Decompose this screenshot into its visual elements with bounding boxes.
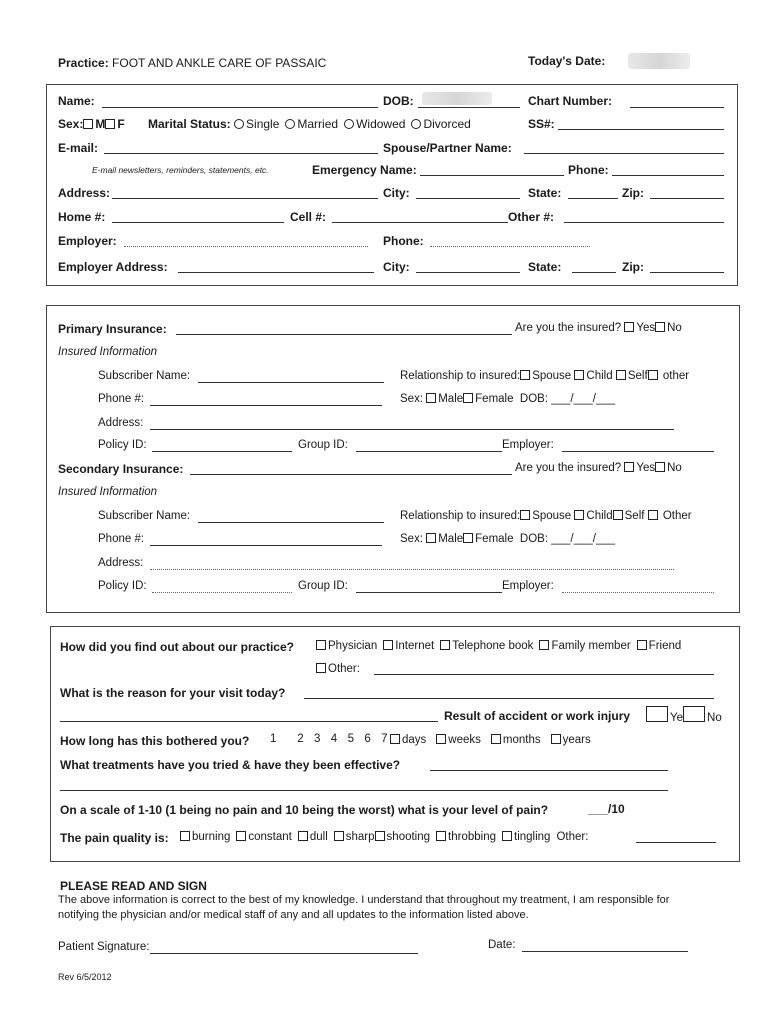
primary-dob-field[interactable]: ___/___/___ (551, 393, 616, 405)
find-telephone-book-label: Telephone book (452, 640, 534, 652)
secondary-group-label: Group ID: (298, 580, 348, 592)
spouse-label: Spouse/Partner Name: (383, 141, 512, 155)
attestation-line-2: notifying the physician and/or medical staff of any and all updates to the information listed above. (58, 909, 529, 921)
duration-months-checkbox[interactable] (491, 734, 501, 744)
secondary-subscriber-label: Subscriber Name: (98, 510, 191, 522)
home-field[interactable] (112, 222, 284, 223)
secondary-relationship-label: Relationship to insured: (400, 510, 521, 522)
secondary-female-checkbox[interactable] (463, 533, 473, 543)
employer-phone-label: Phone: (383, 234, 424, 248)
other-phone-label: Other #: (508, 210, 555, 224)
quality-dull-label: dull (309, 831, 328, 843)
secondary-insured-label: Are you the insured? (515, 462, 622, 474)
primary-phone-field[interactable] (150, 405, 382, 406)
address-label: Address: (58, 186, 111, 200)
duration-years-label: years (562, 734, 591, 746)
marital-status-label: Marital Status: (148, 117, 231, 131)
sex-m-label: M (95, 117, 106, 131)
quality-shooting-checkbox[interactable] (375, 831, 385, 841)
find-family-member-checkbox[interactable] (539, 640, 549, 650)
employer-field[interactable] (124, 246, 368, 247)
employer-label: Employer: (58, 234, 117, 248)
secondary-employer-label: Employer: (502, 580, 554, 592)
duration-weeks-label: weeks (448, 734, 481, 746)
primary-rel-other-checkbox[interactable] (648, 370, 658, 380)
secondary-male-label: Male (438, 533, 464, 545)
sex-row (58, 118, 125, 130)
signature-date-field[interactable] (522, 951, 688, 952)
duration-days-label: days (402, 734, 427, 746)
name-label: Name: (58, 94, 95, 108)
primary-insured-label: Are you the insured? (515, 322, 622, 334)
secondary-female-label: Female (475, 533, 514, 545)
primary-policy-label: Policy ID: (98, 439, 147, 451)
secondary-insured-yes-checkbox[interactable] (624, 462, 634, 472)
find-telephone-book-checkbox[interactable] (440, 640, 450, 650)
how-long-1[interactable]: 1 (270, 733, 277, 745)
employer-zip-label: Zip: (622, 260, 644, 274)
emergency-phone-field[interactable] (612, 175, 724, 176)
zip-label: Zip: (622, 186, 644, 200)
find-other-label: Other: (328, 663, 360, 675)
secondary-rel-spouse-label: Spouse (532, 510, 572, 522)
primary-rel-self-label: Self (627, 370, 648, 382)
primary-insurance-label: Primary Insurance: (58, 322, 167, 336)
reason-label: What is the reason for your visit today? (60, 686, 286, 700)
find-internet-label: Internet (395, 640, 435, 652)
find-physician-checkbox[interactable] (316, 640, 326, 650)
quality-sharp-label: sharp (345, 831, 375, 843)
other-phone-field[interactable] (564, 222, 724, 223)
revision-label: Rev 6/5/2012 (58, 972, 112, 982)
primary-female-label: Female (475, 393, 514, 405)
primary-relationship-row (400, 370, 689, 383)
redacted-date (628, 53, 690, 69)
quality-constant-label: constant (248, 831, 292, 843)
quality-burning-checkbox[interactable] (180, 831, 190, 841)
accident-no-checkbox[interactable] (683, 706, 705, 722)
primary-male-label: Male (438, 393, 464, 405)
secondary-insured-question (515, 462, 682, 475)
signature-date-label: Date: (488, 939, 516, 951)
find-friend-label: Friend (648, 640, 682, 652)
duration-days-checkbox[interactable] (390, 734, 400, 744)
address-field[interactable] (112, 198, 378, 199)
quality-tingling-checkbox[interactable] (502, 831, 512, 841)
secondary-address-field[interactable] (150, 569, 674, 570)
dob-field[interactable] (418, 107, 520, 108)
how-long-numbers (270, 734, 388, 746)
secondary-insured-info-heading: Insured Information (58, 486, 158, 498)
secondary-rel-other-checkbox[interactable] (648, 510, 658, 520)
primary-subscriber-label: Subscriber Name: (98, 370, 191, 382)
employer-address-field[interactable] (178, 272, 374, 273)
treatments-label: What treatments have you tried & have they been effective? (60, 758, 401, 772)
sex-f-checkbox[interactable] (105, 119, 115, 129)
primary-female-checkbox[interactable] (463, 393, 473, 403)
primary-employer-field[interactable] (562, 451, 714, 452)
secondary-male-checkbox[interactable] (426, 533, 436, 543)
secondary-rel-self-checkbox[interactable] (613, 510, 623, 520)
find-friend-checkbox[interactable] (637, 640, 647, 650)
primary-policy-field[interactable] (152, 451, 292, 452)
find-family-member-label: Family member (551, 640, 631, 652)
divorced-label: Divorced (423, 117, 471, 131)
pain-quality-label: The pain quality is: (60, 831, 169, 845)
marital-status-row (148, 118, 477, 130)
primary-rel-child-label: Child (586, 370, 613, 382)
state-label: State: (528, 186, 562, 200)
primary-insured-no-checkbox[interactable] (655, 322, 665, 332)
accident-label: Result of accident or work injury (444, 709, 631, 723)
secondary-rel-spouse-checkbox[interactable] (520, 510, 530, 520)
primary-insured-info-heading: Insured Information (58, 346, 158, 358)
accident-yes-checkbox[interactable] (646, 706, 668, 722)
todays-date-label: Today's Date: (528, 54, 606, 68)
quality-burning-label: burning (192, 831, 231, 843)
how-find-options (316, 640, 687, 653)
spouse-field[interactable] (524, 153, 724, 154)
duration-options (390, 734, 597, 747)
email-field[interactable] (104, 153, 378, 154)
primary-rel-child-checkbox[interactable] (574, 370, 584, 380)
city-field[interactable] (416, 198, 520, 199)
secondary-yes-label: Yes (636, 462, 656, 474)
primary-address-label: Address: (98, 417, 144, 429)
widowed-radio[interactable] (344, 119, 354, 129)
quality-tingling-label: tingling (514, 831, 551, 843)
quality-constant-checkbox[interactable] (236, 831, 246, 841)
practice-label: Practice: (58, 56, 109, 70)
ss-field[interactable] (558, 129, 724, 130)
accident-options (646, 706, 722, 725)
quality-other-label: Other: (556, 831, 589, 843)
redacted-dob (422, 92, 492, 105)
cell-field[interactable] (332, 222, 508, 223)
accident-no-label: No (707, 712, 722, 724)
single-radio[interactable] (234, 119, 244, 129)
quality-throbbing-label: throbbing (448, 831, 496, 843)
pain-scale-field[interactable]: ___/10 (588, 802, 625, 816)
widowed-label: Widowed (356, 117, 406, 131)
secondary-dob-label: DOB: (519, 533, 549, 545)
how-long-7[interactable]: 7 (381, 733, 388, 745)
secondary-insurance-field[interactable] (190, 474, 512, 475)
how-long-2[interactable]: 2 (297, 733, 304, 745)
primary-relationship-label: Relationship to insured: (400, 370, 521, 382)
practice-name: FOOT AND ANKLE CARE OF PASSAIC (112, 56, 327, 70)
secondary-employer-field[interactable] (562, 592, 714, 593)
primary-dob-label: DOB: (519, 393, 549, 405)
secondary-sex-label: Sex: (400, 533, 424, 545)
emergency-name-field[interactable] (420, 175, 564, 176)
secondary-phone-field[interactable] (150, 545, 382, 546)
primary-employer-label: Employer: (502, 439, 554, 451)
how-long-3[interactable]: 3 (313, 733, 321, 745)
how-long-label: How long has this bothered you? (60, 734, 250, 748)
primary-male-checkbox[interactable] (426, 393, 436, 403)
primary-no-label: No (667, 322, 682, 334)
quality-sharp-checkbox[interactable] (334, 831, 344, 841)
primary-insurance-field[interactable] (176, 334, 512, 335)
employer-zip-field[interactable] (650, 272, 724, 273)
primary-insured-yes-checkbox[interactable] (624, 322, 634, 332)
city-label: City: (383, 186, 410, 200)
secondary-group-field[interactable] (356, 592, 502, 593)
primary-rel-other-label: other (662, 370, 690, 382)
attestation-line-1: The above information is correct to the best of my knowledge. I understand that throughout my treatment, I am responsible for (58, 894, 670, 906)
primary-rel-spouse-checkbox[interactable] (520, 370, 530, 380)
primary-phone-label: Phone #: (98, 393, 145, 405)
find-internet-checkbox[interactable] (383, 640, 393, 650)
primary-rel-self-checkbox[interactable] (616, 370, 626, 380)
reason-field[interactable] (304, 698, 714, 699)
primary-sex-label: Sex: (400, 393, 424, 405)
quality-throbbing-checkbox[interactable] (436, 831, 446, 841)
quality-other-field[interactable] (636, 842, 716, 843)
duration-years-checkbox[interactable] (551, 734, 561, 744)
practice-line (58, 57, 326, 69)
find-other-checkbox[interactable] (316, 663, 326, 673)
patient-signature-field[interactable] (150, 953, 418, 954)
employer-state-label: State: (528, 260, 562, 274)
chart-number-label: Chart Number: (528, 94, 613, 108)
name-field[interactable] (102, 107, 378, 108)
find-other-field[interactable] (374, 674, 714, 675)
sex-m-checkbox[interactable] (83, 119, 93, 129)
find-physician-label: Physician (328, 640, 378, 652)
quality-dull-checkbox[interactable] (298, 831, 308, 841)
secondary-no-label: No (667, 462, 682, 474)
secondary-insured-no-checkbox[interactable] (655, 462, 665, 472)
home-label: Home #: (58, 210, 106, 224)
secondary-rel-self-label: Self (624, 510, 645, 522)
secondary-rel-child-label: Child (586, 510, 613, 522)
email-label: E-mail: (58, 141, 99, 155)
cell-label: Cell #: (290, 210, 327, 224)
secondary-sex-row (400, 533, 615, 546)
patient-signature-label: Patient Signature: (58, 941, 150, 953)
secondary-policy-label: Policy ID: (98, 580, 147, 592)
how-long-5[interactable]: 5 (347, 733, 354, 745)
secondary-address-label: Address: (98, 557, 144, 569)
secondary-rel-child-checkbox[interactable] (574, 510, 584, 520)
married-label: Married (297, 117, 339, 131)
how-long-4[interactable]: 4 (330, 733, 338, 745)
emergency-phone-label: Phone: (568, 163, 609, 177)
accident-yes-label: Ye (670, 712, 684, 724)
how-long-6[interactable]: 6 (364, 733, 371, 745)
treatments-field[interactable] (430, 770, 668, 771)
employer-phone-field[interactable] (430, 246, 590, 247)
secondary-subscriber-field[interactable] (198, 522, 384, 523)
sex-label: Sex: (58, 117, 84, 131)
ss-label: SS#: (528, 117, 555, 131)
primary-subscriber-field[interactable] (198, 382, 384, 383)
primary-group-field[interactable] (356, 451, 502, 452)
reason-field-2[interactable] (60, 721, 438, 722)
pain-quality-options (180, 831, 588, 844)
duration-months-label: months (502, 734, 541, 746)
pain-scale-label: On a scale of 1-10 (1 being no pain and 10 being the worst) what is your level of pain? (60, 803, 549, 817)
sex-f-label: F (117, 117, 125, 131)
dob-label: DOB: (383, 94, 414, 108)
quality-shooting-label: shooting (386, 831, 431, 843)
zip-field[interactable] (650, 198, 724, 199)
email-note: E-mail newsletters, reminders, statements, etc. (92, 165, 269, 175)
primary-insured-question (515, 322, 682, 335)
duration-weeks-checkbox[interactable] (436, 734, 446, 744)
secondary-rel-other-label: Other (662, 510, 692, 522)
secondary-dob-field[interactable]: ___/___/___ (551, 533, 616, 545)
secondary-insurance-label: Secondary Insurance: (58, 462, 184, 476)
how-find-label: How did you find out about our practice? (60, 640, 294, 654)
state-field[interactable] (568, 198, 618, 199)
employer-address-label: Employer Address: (58, 260, 168, 274)
employer-city-field[interactable] (416, 272, 520, 273)
secondary-policy-field[interactable] (152, 592, 292, 593)
primary-group-label: Group ID: (298, 439, 348, 451)
secondary-relationship-row (400, 510, 692, 523)
treatments-field-2[interactable] (60, 790, 668, 791)
employer-state-field[interactable] (572, 272, 616, 273)
married-radio[interactable] (285, 119, 295, 129)
secondary-phone-label: Phone #: (98, 533, 145, 545)
patient-info-panel (46, 84, 738, 286)
primary-yes-label: Yes (636, 322, 656, 334)
employer-city-label: City: (383, 260, 410, 274)
read-sign-heading: PLEASE READ AND SIGN (60, 879, 207, 893)
primary-rel-spouse-label: Spouse (532, 370, 572, 382)
chart-number-field[interactable] (630, 107, 724, 108)
primary-address-field[interactable] (150, 429, 674, 430)
divorced-radio[interactable] (411, 119, 421, 129)
primary-sex-row (400, 393, 615, 406)
find-other-row (316, 663, 360, 676)
single-label: Single (246, 117, 280, 131)
emergency-name-label: Emergency Name: (312, 163, 417, 177)
